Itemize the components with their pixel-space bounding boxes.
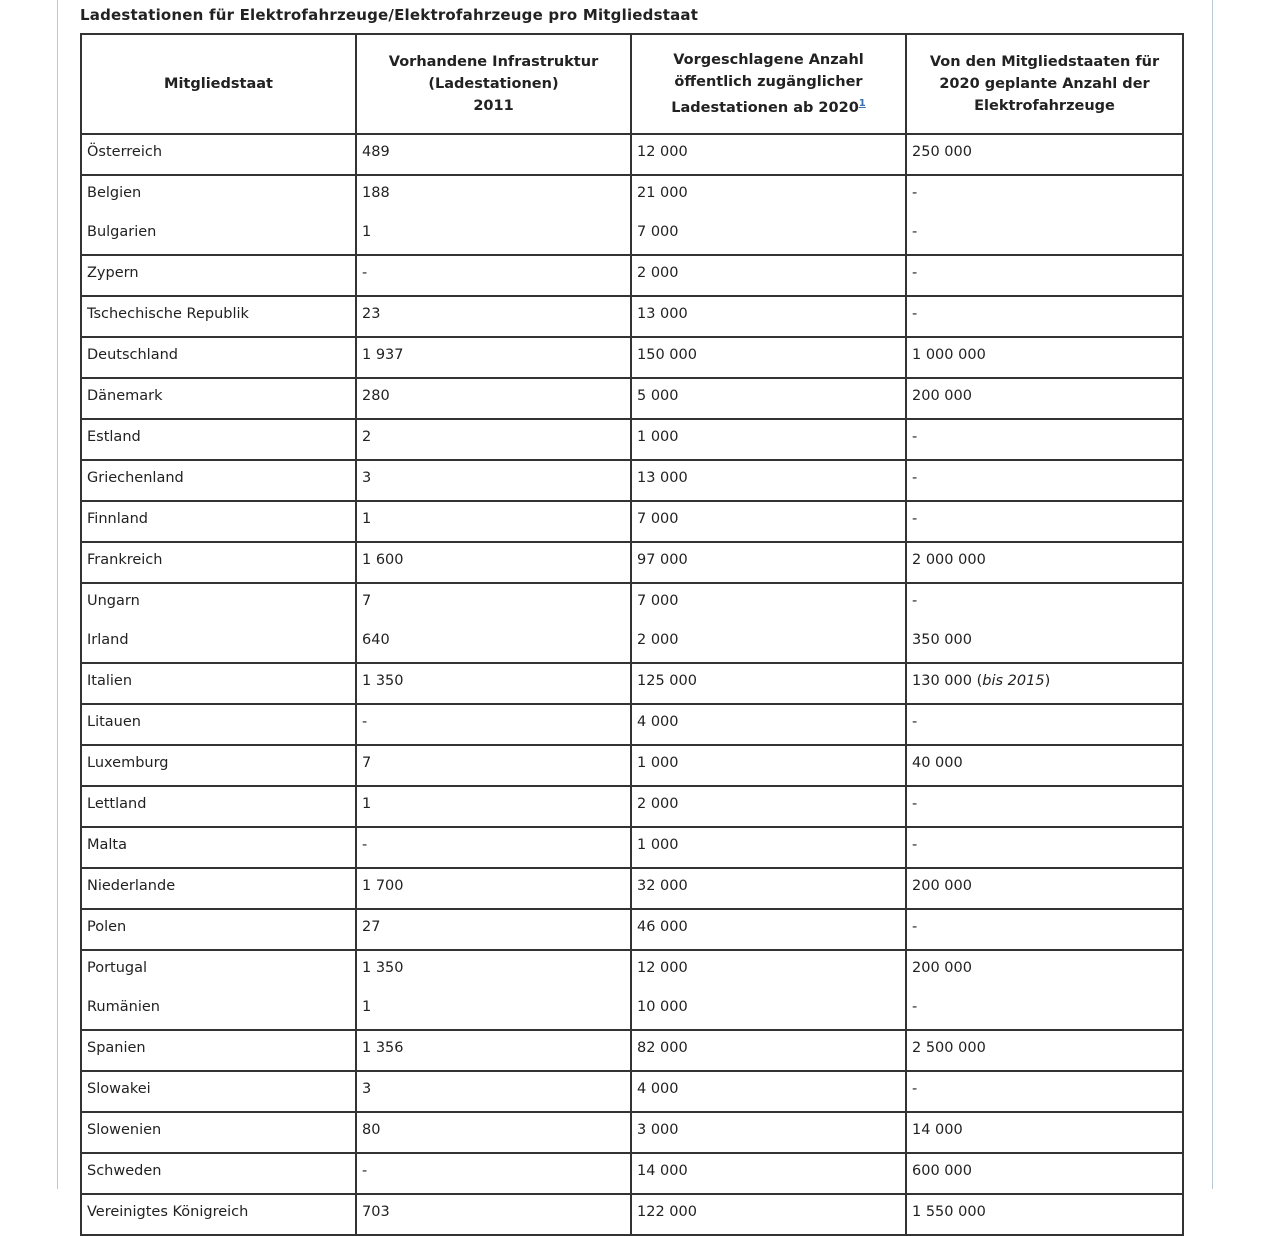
cell-planned: - -	[906, 175, 1183, 255]
cell-member-state: Finnland	[81, 501, 356, 542]
cell-member-state: Niederlande	[81, 868, 356, 909]
table-row	[81, 1153, 1183, 1194]
cell-planned: 2 000 000	[906, 542, 1183, 583]
table-row	[81, 542, 1183, 583]
cell-proposed: 13 000	[631, 460, 906, 501]
cell-existing: 7 640	[356, 583, 631, 663]
cell-member-state: Schweden	[81, 1153, 356, 1194]
cell-planned: 200 000	[906, 378, 1183, 419]
cell-proposed: 1 000	[631, 827, 906, 868]
cell-existing: 3	[356, 1071, 631, 1112]
cell-planned: 250 000	[906, 134, 1183, 175]
cell-planned: 200 000	[906, 868, 1183, 909]
cell-planned: 600 000	[906, 1153, 1183, 1194]
charging-stations-table	[80, 33, 1184, 1236]
cell-proposed: 2 000	[631, 255, 906, 296]
cell-planned: -	[906, 909, 1183, 950]
cell-proposed: 12 000	[631, 134, 906, 175]
cell-planned: -	[906, 501, 1183, 542]
table-row	[81, 460, 1183, 501]
header-proposed-stations: Vorgeschlagene Anzahl öffentlich zugänglicher Ladestationen ab 2020$^1$	[631, 34, 906, 134]
cell-existing: -	[356, 1153, 631, 1194]
cell-planned: -	[906, 704, 1183, 745]
italy-note-close: )	[1044, 673, 1051, 689]
cell-existing: -	[356, 255, 631, 296]
cell-planned: 14 000	[906, 1112, 1183, 1153]
cell-planned: -	[906, 296, 1183, 337]
cell-proposed: 21 000 7 000	[631, 175, 906, 255]
cell-member-state: Spanien	[81, 1030, 356, 1071]
cell-member-state: Österreich	[81, 134, 356, 175]
cell-planned: 2 500 000	[906, 1030, 1183, 1071]
cell-existing: 7	[356, 745, 631, 786]
italy-note-open: (	[971, 673, 983, 689]
cell-member-state: Tschechische Republik	[81, 296, 356, 337]
cell-proposed: 7 000	[631, 501, 906, 542]
header-row	[81, 34, 1183, 134]
italy-note: bis 2015	[982, 673, 1045, 689]
cell-proposed: 12 000 10 000	[631, 950, 906, 1030]
cell-planned: 1 000 000	[906, 337, 1183, 378]
cell-existing: 1 700	[356, 868, 631, 909]
cell-proposed: 1 000	[631, 419, 906, 460]
cell-existing: 3	[356, 460, 631, 501]
cell-planned: -	[906, 419, 1183, 460]
table-row	[81, 337, 1183, 378]
cell-existing: 1 600	[356, 542, 631, 583]
cell-member-state: Polen	[81, 909, 356, 950]
table-row	[81, 1194, 1183, 1235]
cell-existing: 1	[356, 786, 631, 827]
cell-proposed: 32 000	[631, 868, 906, 909]
cell-planned: -	[906, 460, 1183, 501]
cell-member-state: Malta	[81, 827, 356, 868]
cell-planned: -	[906, 255, 1183, 296]
cell-proposed: 97 000	[631, 542, 906, 583]
table-row	[81, 175, 1183, 255]
header-planned-vehicles: Von den Mitgliedstaaten für 2020 geplante Anzahl der Elektrofahrzeuge	[906, 34, 1183, 134]
cell-member-state: Slowenien	[81, 1112, 356, 1153]
cell-proposed: 3 000	[631, 1112, 906, 1153]
cell-planned: 130 000 (bis 2015)	[906, 663, 1183, 704]
table-row	[81, 868, 1183, 909]
cell-planned: -	[906, 1071, 1183, 1112]
cell-proposed: 14 000	[631, 1153, 906, 1194]
cell-proposed: 7 000 2 000	[631, 583, 906, 663]
table-row	[81, 1112, 1183, 1153]
cell-member-state: Deutschland	[81, 337, 356, 378]
cell-member-state: Frankreich	[81, 542, 356, 583]
cell-existing: 1 350 1	[356, 950, 631, 1030]
cell-planned: - 350 000	[906, 583, 1183, 663]
cell-existing: 23	[356, 296, 631, 337]
cell-existing: 1 350	[356, 663, 631, 704]
cell-proposed: 122 000	[631, 1194, 906, 1235]
cell-planned: 1 550 000	[906, 1194, 1183, 1235]
cell-member-state: Vereinigtes Königreich	[81, 1194, 356, 1235]
cell-member-state: Dänemark	[81, 378, 356, 419]
cell-member-state: Belgien Bulgarien	[81, 175, 356, 255]
cell-existing: 27	[356, 909, 631, 950]
table-row	[81, 501, 1183, 542]
cell-existing: 1	[356, 501, 631, 542]
cell-existing: 188 1	[356, 175, 631, 255]
table-row	[81, 909, 1183, 950]
cell-proposed: 5 000	[631, 378, 906, 419]
cell-existing: 280	[356, 378, 631, 419]
cell-existing: 1 356	[356, 1030, 631, 1071]
cell-existing: 2	[356, 419, 631, 460]
table-row	[81, 827, 1183, 868]
table-row	[81, 134, 1183, 175]
cell-member-state: Ungarn Irland	[81, 583, 356, 663]
table-row	[81, 1030, 1183, 1071]
table-row	[81, 378, 1183, 419]
table-caption: Ladestationen für Elektrofahrzeuge/Elektrofahrzeuge pro Mitgliedstaat	[80, 6, 699, 24]
table-row	[81, 583, 1183, 663]
table-row	[81, 745, 1183, 786]
cell-member-state: Luxemburg	[81, 745, 356, 786]
cell-existing: -	[356, 704, 631, 745]
table-row	[81, 704, 1183, 745]
table-row	[81, 663, 1183, 704]
cell-member-state: Estland	[81, 419, 356, 460]
cell-proposed: 82 000	[631, 1030, 906, 1071]
table-row	[81, 255, 1183, 296]
cell-planned: -	[906, 827, 1183, 868]
cell-proposed: 125 000	[631, 663, 906, 704]
cell-proposed: 4 000	[631, 704, 906, 745]
cell-proposed: 13 000	[631, 296, 906, 337]
table-row	[81, 296, 1183, 337]
cell-planned: 200 000 -	[906, 950, 1183, 1030]
cell-existing: 1 937	[356, 337, 631, 378]
table-row	[81, 419, 1183, 460]
cell-member-state: Italien	[81, 663, 356, 704]
header-existing-infrastructure: Vorhandene Infrastruktur (Ladestationen) 2011	[356, 34, 631, 134]
cell-member-state: Portugal Rumänien	[81, 950, 356, 1030]
cell-planned: 40 000	[906, 745, 1183, 786]
cell-planned: -	[906, 786, 1183, 827]
footnote-link[interactable]: 1	[858, 98, 866, 110]
cell-member-state: Litauen	[81, 704, 356, 745]
cell-existing: 703	[356, 1194, 631, 1235]
cell-proposed: 46 000	[631, 909, 906, 950]
cell-existing: 80	[356, 1112, 631, 1153]
header-member-state: Mitgliedstaat	[81, 34, 356, 134]
cell-member-state: Griechenland	[81, 460, 356, 501]
cell-proposed: 1 000	[631, 745, 906, 786]
cell-proposed: 2 000	[631, 786, 906, 827]
cell-existing: -	[356, 827, 631, 868]
table-row	[81, 786, 1183, 827]
cell-member-state: Lettland	[81, 786, 356, 827]
cell-member-state: Slowakei	[81, 1071, 356, 1112]
cell-proposed: 150 000	[631, 337, 906, 378]
cell-member-state: Zypern	[81, 255, 356, 296]
cell-existing: 489	[356, 134, 631, 175]
cell-proposed: 4 000	[631, 1071, 906, 1112]
table-row	[81, 950, 1183, 1030]
table-row	[81, 1071, 1183, 1112]
